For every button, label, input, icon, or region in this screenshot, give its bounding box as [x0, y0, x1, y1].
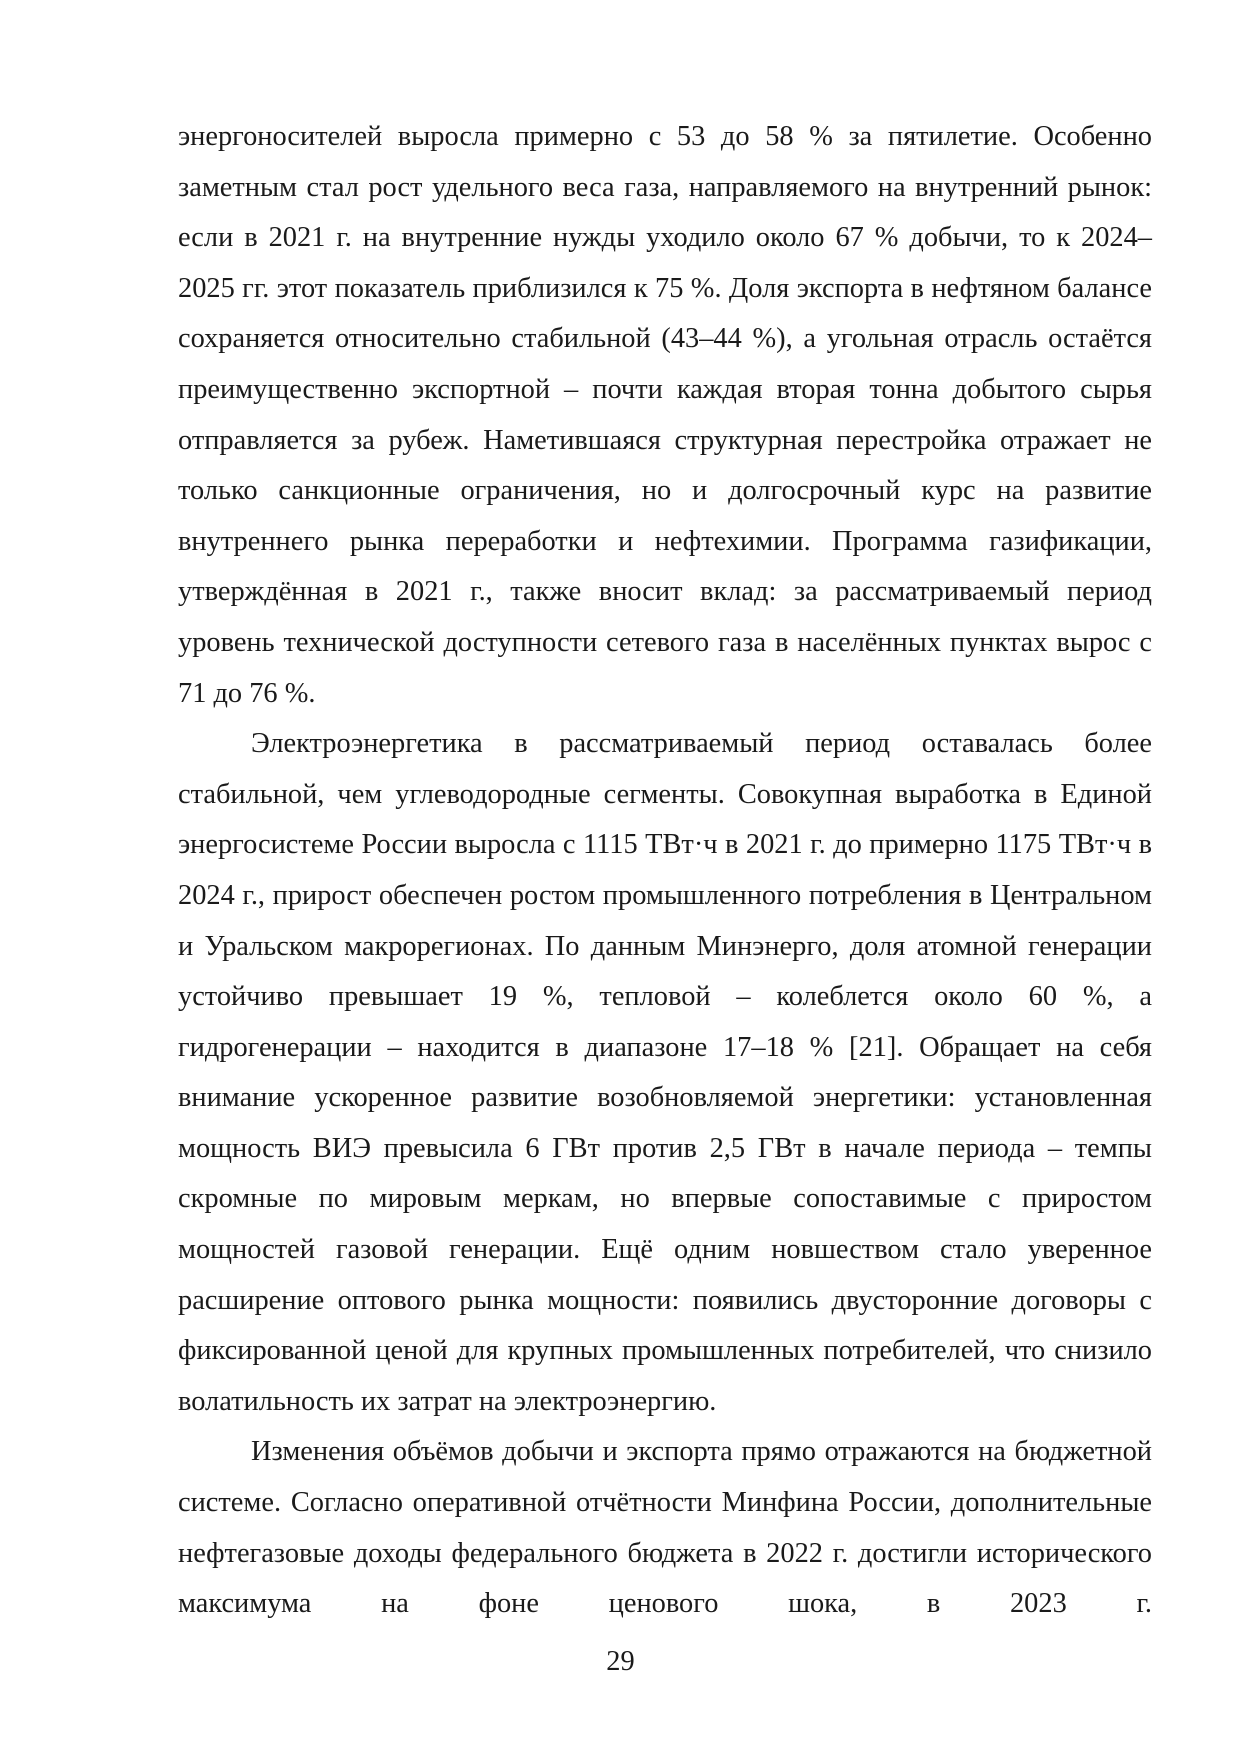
- paragraph-continued: энергоносителей выросла примерно с 53 до 58 % за пятилетие. Особенно заметным стал рост удельного веса газа, направляемого на внутренний рынок: если в 2021 г. на внутренние нужды уходило около 67 % добычи, то к 2024–2025 гг. этот показатель приблизился к 75 %. Доля экспорта в нефтяном балансе сохраняется относительно стабильной (43–44 %), а угольная отрасль остаётся преимущественно экспортной – почти каждая вторая тонна добытого сырья отправляется за рубеж. Наметившаяся структурная перестройка отражает не только санкционные ограничения, но и долгосрочный курс на развитие внутреннего рынка переработки и нефтехимии. Программа газификации, утверждённая в 2021 г., также вносит вклад: за рассматриваемый период уровень технической доступности сетевого газа в населённых пунктах вырос с 71 до 76 %.: [178, 121, 1152, 709]
- paragraph-budget: Изменения объёмов добычи и экспорта прямо отражаются на бюджетной системе. Согласно оперативной отчётности Минфина России, дополнительные нефтегазовые доходы федерального бюджета в 2022 г. достигли исторического максимума на фоне ценового шока, в 2023 г.: [178, 1436, 1152, 1620]
- paragraph-electricity: Электроэнергетика в рассматриваемый период оставалась более стабильной, чем углеводородные сегменты. Совокупная выработка в Единой энергосистеме России выросла с 1115 ТВт·ч в 2021 г. до примерно 1175 ТВт·ч в 2024 г., прирост обеспечен ростом промышленного потребления в Центральном и Уральском макрорегионах. По данным Минэнерго, доля атомной генерации устойчиво превышает 19 %, тепловой – колеблется около 60 %, а гидрогенерации – находится в диапазоне 17–18 % [21]. Обращает на себя внимание ускоренное развитие возобновляемой энергетики: установленная мощность ВИЭ превысила 6 ГВт против 2,5 ГВт в начале периода – темпы скромные по мировым меркам, но впервые сопоставимые с приростом мощностей газовой генерации. Ещё одним новшеством стало уверенное расширение оптового рынка мощности: появились двусторонние договоры с фиксированной ценой для крупных промышленных потребителей, что снизило волатильность их затрат на электроэнергию.: [178, 728, 1152, 1417]
- document-page: [178, 112, 1152, 1620]
- page-number: 29: [606, 1646, 635, 1677]
